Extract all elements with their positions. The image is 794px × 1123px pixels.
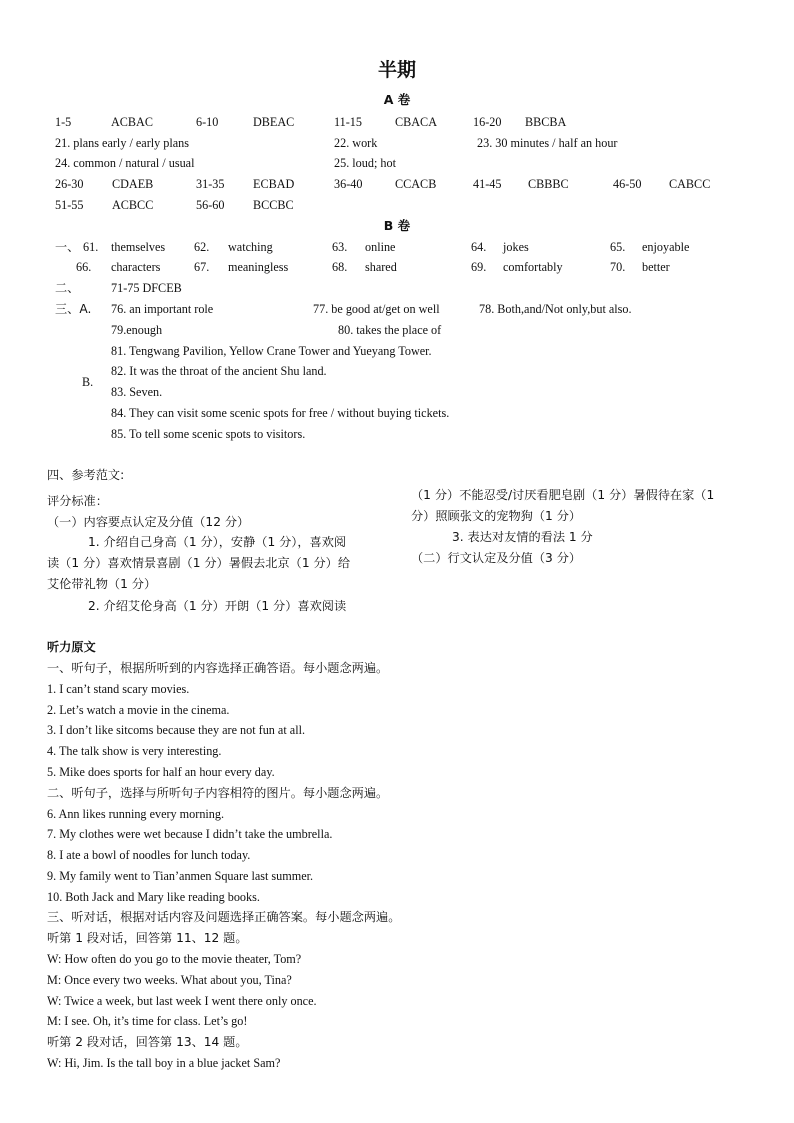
criteria-line: 3. 表达对友情的看法 1 分 [452,530,593,544]
answer-word: jokes [503,240,529,254]
answer-q79: 79.enough [111,323,163,337]
listening-line: 6. Ann likes running every morning. [47,807,225,821]
answer-q24: 24. common / natural / usual [55,156,195,170]
question-number: 68. [332,260,348,274]
answer-range: 16-20 [473,115,502,129]
listening-heading: 听力原文 [47,640,96,654]
dialog-line: W: Hi, Jim. Is the tall boy in a blue jacket Sam? [47,1056,281,1070]
answer-word: enjoyable [642,240,690,254]
answer-71-75: 71-75 DFCEB [111,281,182,295]
answer-q83: 83. Seven. [111,385,163,399]
listening-line: 8. I ate a bowl of noodles for lunch today. [47,848,251,862]
listening-line: 5. Mike does sports for half an hour every day. [47,765,275,779]
answer-range: 41-45 [473,177,502,191]
answer-range: 56-60 [196,198,225,212]
answer-word: online [365,240,396,254]
answer-q81: 81. Tengwang Pavilion, Yellow Crane Tower and Yueyang Tower. [111,344,432,358]
listening-line: 9. My family went to Tian’anmen Square last summer. [47,869,314,883]
answer-key: CBACA [395,115,437,129]
question-number: 65. [610,240,626,254]
part-label: 三、A. [55,302,92,316]
answer-key: BBCBA [525,115,567,129]
answer-key: CCACB [395,177,437,191]
criteria-line: 艾伦带礼物（1 分） [47,577,157,591]
listening-line: 2. Let’s watch a movie in the cinema. [47,703,230,717]
listening-line: 1. I can’t stand scary movies. [47,682,190,696]
answer-word: characters [111,260,161,274]
answer-key: ACBCC [112,198,154,212]
answer-range: 11-15 [334,115,362,129]
criteria-line: 2. 介绍艾伦身高（1 分）开朗（1 分）喜欢阅读 [88,599,347,613]
criteria-line: 分）照顾张文的宠物狗（1 分） [411,509,582,523]
answer-word: meaningless [228,260,289,274]
answer-q25: 25. loud; hot [334,156,396,170]
listening-line: 4. The talk show is very interesting. [47,744,222,758]
listening-line: 7. My clothes were wet because I didn’t take the umbrella. [47,827,333,841]
section-a-heading: A 卷 [383,92,411,107]
question-number: 69. [471,260,487,274]
question-number: 62. [194,240,210,254]
answer-q22: 22. work [334,136,378,150]
answer-q85: 85. To tell some scenic spots to visitors. [111,427,306,441]
answer-word: better [642,260,670,274]
listening-line: 3. I don’t like sitcoms because they are not fun at all. [47,723,306,737]
answer-q82: 82. It was the throat of the ancient Shu land. [111,364,327,378]
answer-range: 1-5 [55,115,72,129]
answer-q84: 84. They can visit some scenic spots for free / without buying tickets. [111,406,450,420]
answer-key: CDAEB [112,177,154,191]
question-number: 67. [194,260,210,274]
answer-key: ACBAC [111,115,153,129]
answer-key: CABCC [669,177,711,191]
answer-word: comfortably [503,260,563,274]
part-label: 一、 [55,240,80,254]
criteria-line: 1. 介绍自己身高（1 分），安静（1 分），喜欢阅 [88,535,347,549]
answer-q76: 76. an important role [111,302,214,316]
answer-range: 51-55 [55,198,84,212]
page-title: 半期 [377,59,416,81]
criteria-label: 评分标准： [47,494,108,508]
criteria-item-1: （一）内容要点认定及分值（12 分） [47,515,250,529]
answer-word: themselves [111,240,166,254]
criteria-item-2: （二）行文认定及分值（3 分） [411,551,582,565]
question-number: 64. [471,240,487,254]
question-number: 63. [332,240,348,254]
answer-q21: 21. plans early / early plans [55,136,190,150]
dialog-title: 听第 1 段对话，回答第 11、12 题。 [47,931,248,945]
answer-key: CBBBC [528,177,569,191]
criteria-line: （1 分）不能忍受/讨厌看肥皂剧（1 分）暑假待在家（1 [411,488,715,502]
answer-q80: 80. takes the place of [338,323,442,337]
answer-q77: 77. be good at/get on well [313,302,440,316]
part-label: B. [82,375,94,389]
dialog-title: 听第 2 段对话，回答第 13、14 题。 [47,1035,248,1049]
writing-heading: 四、参考范文: [47,468,125,482]
question-number: 70. [610,260,626,274]
answer-range: 6-10 [196,115,219,129]
dialog-line: M: I see. Oh, it’s time for class. Let’s go! [47,1014,248,1028]
question-number: 61. [83,240,99,254]
answer-key: BCCBC [253,198,294,212]
criteria-line: 读（1 分）喜欢情景喜剧（1 分）暑假去北京（1 分）给 [47,556,351,570]
answer-word: watching [228,240,273,254]
answer-range: 31-35 [196,177,225,191]
listening-part-title: 二、听句子，选择与所听句子内容相符的图片。每小题念两遍。 [47,786,389,800]
question-number: 66. [76,260,92,274]
section-b-heading: B 卷 [383,218,411,233]
part-label: 二、 [55,281,80,295]
answer-q23: 23. 30 minutes / half an hour [477,136,618,150]
answer-q78: 78. Both,and/Not only,but also. [479,302,632,316]
dialog-line: M: Once every two weeks. What about you, Tina? [47,973,292,987]
answer-range: 36-40 [334,177,363,191]
answer-range: 26-30 [55,177,84,191]
answer-range: 46-50 [613,177,642,191]
dialog-line: W: Twice a week, but last week I went there only once. [47,994,317,1008]
listening-line: 10. Both Jack and Mary like reading books. [47,890,260,904]
dialog-line: W: How often do you go to the movie theater, Tom? [47,952,302,966]
listening-part-title: 三、听对话，根据对话内容及问题选择正确答案。每小题念两遍。 [47,910,401,924]
listening-part-title: 一、听句子，根据所听到的内容选择正确答语。每小题念两遍。 [47,661,389,675]
answer-key: ECBAD [253,177,295,191]
answer-word: shared [365,260,397,274]
answer-key: DBEAC [253,115,295,129]
